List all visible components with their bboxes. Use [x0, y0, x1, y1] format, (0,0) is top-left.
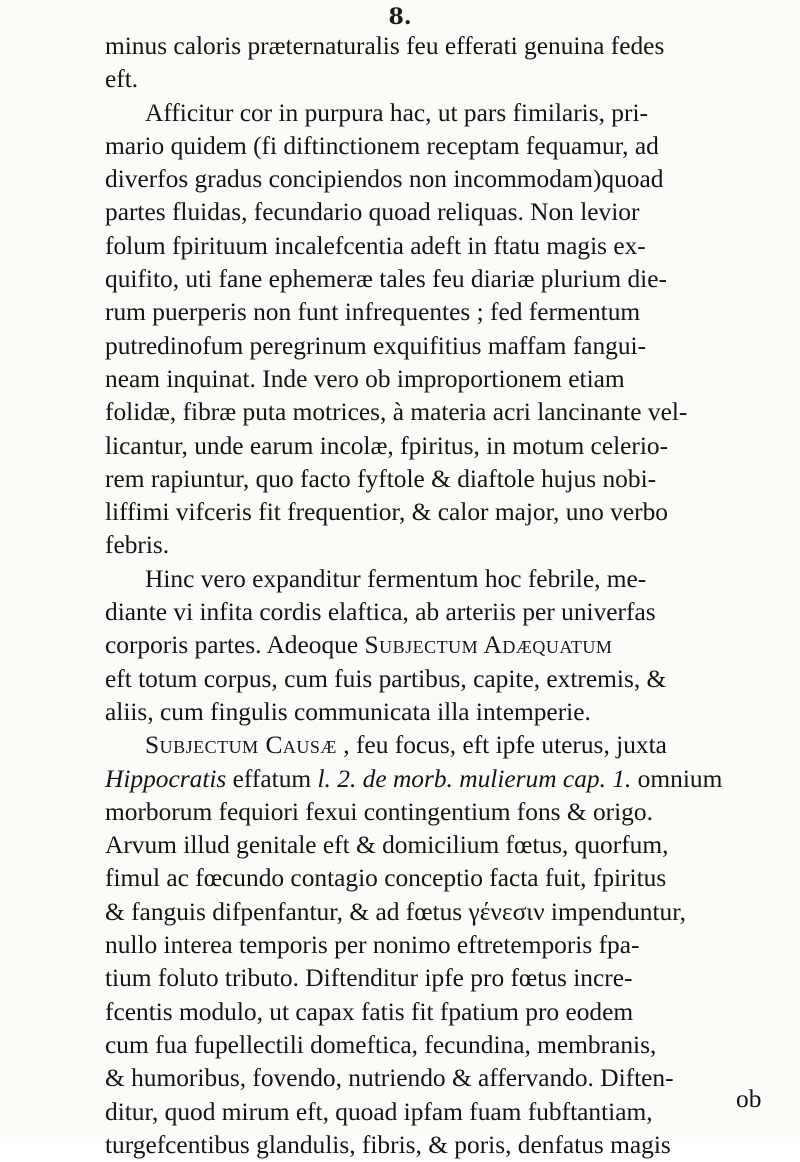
line-text: Arvum illud genitale eft & domicilium fœtus, quorfum,: [105, 831, 669, 860]
page-number: 8.: [388, 4, 412, 30]
text-line: [105, 463, 773, 496]
line-text: partes fluidas, fecundario quoad reliquas. Non levior: [105, 198, 640, 227]
line-text: rum puerperis non funt infrequentes ; fed fermentum: [105, 298, 641, 327]
line-text: turgefcentibus glandulis, fibris, & poris, denfatus magis: [105, 1130, 671, 1159]
line-text: fimul ac fœcundo contagio conceptio facta fuit, fpiritus: [105, 864, 667, 893]
text-line: [105, 63, 773, 96]
line-text: eft totum corpus, cum fuis partibus, capite, extremis, &: [105, 664, 667, 693]
text-line: [105, 596, 773, 629]
text-line: [105, 496, 773, 529]
text-line: [105, 363, 773, 396]
text-line: [105, 663, 773, 696]
body-text: [105, 30, 773, 1162]
text-line: [105, 1129, 773, 1162]
line-text: minus caloris præternaturalis feu efferati genuina fedes: [105, 32, 665, 60]
italic-term: Hippocratis: [105, 764, 227, 793]
line-text: folum fpirituum incalefcentia adeft in ftatu magis ex-: [105, 231, 646, 260]
text-line: [105, 1096, 773, 1129]
text-line: [105, 97, 773, 130]
line-text: morborum fequiori fexui contingentium fons & origo.: [105, 797, 653, 826]
text-line: [105, 629, 773, 662]
line-text: neam inquinat. Inde vero ob improportionem etiam: [105, 364, 625, 393]
text-line: [105, 196, 773, 229]
text-line: [105, 796, 773, 829]
small-caps-term: Subjectum Adæquatum: [364, 631, 613, 660]
text-line: [105, 1029, 773, 1062]
text-line: [105, 430, 773, 463]
text-line: [105, 563, 773, 596]
text-line: [105, 763, 773, 796]
italic-citation: l. 2. de morb. mulierum cap. 1.: [317, 764, 632, 793]
line-text: , feu focus, eft ipfe uterus, juxta: [336, 731, 667, 760]
small-caps-term: Subjectum Causæ: [145, 731, 337, 760]
line-text: Afficitur cor in purpura hac, ut pars fimilaris, pri-: [145, 98, 648, 127]
text-line: [105, 296, 773, 329]
text-line: [105, 896, 773, 929]
line-text: aliis, cum fingulis communicata illa intemperie.: [105, 697, 591, 726]
line-text: Hinc vero expanditur fermentum hoc febrile, me-: [145, 564, 647, 593]
line-text: rem rapiuntur, quo facto fyftole & diaftole hujus nobi-: [105, 464, 657, 493]
text-line: [105, 1062, 773, 1095]
line-text: effatum: [226, 764, 318, 793]
line-text: corporis partes. Adeoque: [105, 631, 365, 660]
text-line: [105, 30, 773, 63]
text-line: [105, 163, 773, 196]
line-text: licantur, unde earum incolæ, fpiritus, in motum celerio-: [105, 431, 669, 460]
line-text: & humoribus, fovendo, nutriendo & affervando. Diften-: [105, 1064, 674, 1093]
text-line: [105, 996, 773, 1029]
line-text: diverfos gradus concipiendos non incommodam)quoad: [105, 165, 664, 194]
line-text: ditur, quod mirum eft, quoad ipfam fuam fubftantiam,: [105, 1097, 653, 1126]
text-line: [105, 862, 773, 895]
line-text: quifito, uti fane ephemeræ tales feu diariæ plurium die-: [105, 265, 667, 294]
line-text: putredinofum peregrinum exquifitius maffam fangui-: [105, 331, 647, 360]
line-text: tium foluto tributo. Diftenditur ipfe pro fœtus incre-: [105, 964, 633, 993]
line-text: liffimi vifceris fit frequentior, & calor major, uno verbo: [105, 498, 668, 527]
catchword: ob: [736, 1085, 762, 1113]
text-line: [105, 829, 773, 862]
line-text: cum fua fupellectili domeftica, fecundina, membranis,: [105, 1030, 657, 1059]
text-line: [105, 396, 773, 429]
line-text: nullo interea temporis per nonimo eftretemporis fpa-: [105, 931, 640, 960]
text-line: [105, 529, 773, 562]
line-text: fcentis modulo, ut capax fatis fit fpatium pro eodem: [105, 997, 634, 1026]
line-text-tail: omnium: [631, 764, 723, 793]
line-text: diante vi infita cordis elaftica, ab arteriis per univerfas: [105, 598, 656, 627]
line-text: eft.: [105, 65, 139, 94]
text-line: [105, 130, 773, 163]
line-text: mario quidem (fi diftinctionem receptam fequamur, ad: [105, 131, 659, 160]
text-line: [105, 729, 773, 762]
text-line: [105, 230, 773, 263]
text-line: [105, 696, 773, 729]
line-text: febris.: [105, 531, 170, 560]
text-line: [105, 929, 773, 962]
text-line: [105, 330, 773, 363]
line-text: & fanguis difpenfantur, & ad fœtus γένεσιν impenduntur,: [105, 897, 686, 926]
text-line: [105, 962, 773, 995]
line-text: folidæ, fibræ puta motrices, à materia acri lancinante vel-: [105, 398, 688, 427]
text-line: [105, 263, 773, 296]
